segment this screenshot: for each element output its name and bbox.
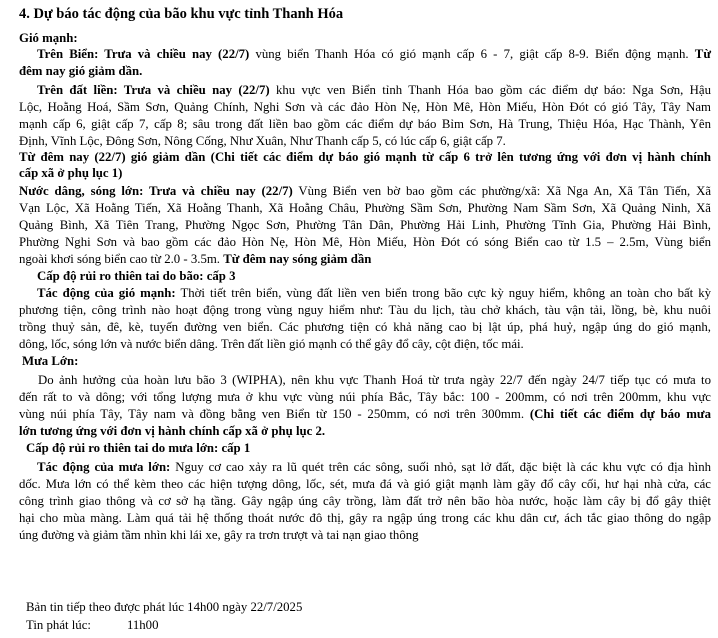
surge-line-4: Phường Nghi Sơn và bao gồm các đảo Hòn Nẹ, Hòn Mê, Hòn Miếu, Hòn Đót có sóng Biển cao từ 1.5 – 2.5m, Vùng biển xyxy=(19,235,711,249)
wind-land-line-4: Định, Vĩnh Lộc, Đông Sơn, Nông Cống, Như Xuân, Như Thanh cấp 5, có lúc cấp 6, giật cấp 7. xyxy=(19,134,506,148)
surge-line-5: ngoài khơi sóng biển cao từ 2.0 - 3.5m. Từ đêm nay sóng giảm dần xyxy=(19,252,372,266)
wind-impact-line-4: dông, lốc, sóng lớn và nước biển dâng. Trên đất liền gió mạnh có thể gây đổ cây, cột điện, tốc mái. xyxy=(19,337,524,351)
wind-sea-line-2: đêm nay gió giảm dần. xyxy=(19,64,143,78)
next-bulletin-note: Bản tin tiếp theo được phát lúc 14h00 ngày 22/7/2025 xyxy=(26,600,303,614)
wind-tonight-line-2: cấp xã ở phụ lục 1) xyxy=(19,166,123,180)
rain-impact-line-3: công trình giao thông và cơ sở hạ tầng. Gây ngập úng cây trồng, làm đất trở nên bão hòa nước, hoặc làm cây bị đổ gây thiệt xyxy=(19,494,711,508)
wind-impact-line-3: trồng thuỷ sản, đê, kè, tuyến đường ven biển. Các phương tiện có khả năng cao bị lật úp, phá huỷ, ngập úng do gió mạnh, xyxy=(19,320,711,334)
wind-land-line-1: Trên đất liền: Trưa và chiều nay (22/7) khu vực ven Biển tỉnh Thanh Hóa bao gồm các điểm dự báo: Nga Sơn, Hậu xyxy=(37,83,711,97)
rain-title: Mưa Lớn: xyxy=(22,354,79,368)
rain-impact-line-1: Tác động của mưa lớn: Nguy cơ cao xảy ra lũ quét trên các sông, suối nhỏ, sạt lở đất, đặc biệt là các khu vực có địa hình xyxy=(37,460,711,474)
rain-impact-line-5: úng đường và giảm tầm nhìn khi lái xe, gây ra trơn trượt và tai nạn giao thông xyxy=(19,528,419,542)
wind-impact-line-1: Tác động của gió mạnh: Thời tiết trên biển, vùng đất liền ven biển trong bão cực kỳ nguy hiểm, không an toàn cho bất kỳ xyxy=(37,286,711,300)
rain-line-1: Do ảnh hưởng của hoàn lưu bão 3 (WIPHA), nên khu vực Thanh Hoá từ trưa ngày 22/7 đến ngày 24/7 tiếp tục có mưa to xyxy=(38,373,711,387)
wind-land-line-3: mạnh cấp 6, giật cấp 7, cấp 8; sâu trong đất liền bao gồm các điểm dự báo Bỉm Sơn, Hà Trung, Thiệu Hóa, Hạc Thành, Yên xyxy=(19,117,711,131)
rain-line-4: lớn tương ứng với đơn vị hành chính cấp xã ở phụ lục 2. xyxy=(19,424,326,438)
issued-label: Tin phát lúc: xyxy=(26,618,91,632)
surge-line-2: Vạn Lộc, Xã Hoằng Tiến, Xã Hoằng Thanh, Xã Hoằng Châu, Phường Sầm Sơn, Phường Nam Sầm Sơn, Xã Quảng Ninh, Xã xyxy=(19,201,711,215)
section-heading: 4. Dự báo tác động của bão khu vực tỉnh Thanh Hóa xyxy=(19,6,344,22)
issued-time: 11h00 xyxy=(126,618,159,632)
rain-impact-line-2: dốc. Mưa lớn có thể kèm theo các hiện tượng dông, lốc, sét, mưa đá và gió giật mạnh làm gãy đổ cây cối, hư hại nhà cửa, các xyxy=(19,477,711,491)
rain-line-2: đến rất to và dông; với tổng lượng mưa ở khu vực vùng núi phía Bắc, Tây bắc: 100 - 200mm, có nơi trên 200mm, khu vực xyxy=(19,390,711,404)
rain-risk-level: Cấp độ rủi ro thiên tai do mưa lớn: cấp 1 xyxy=(26,441,251,455)
storm-risk-level: Cấp độ rủi ro thiên tai do bão: cấp 3 xyxy=(37,269,236,283)
wind-title: Gió mạnh: xyxy=(19,31,78,45)
wind-sea-line-1: Trên Biển: Trưa và chiều nay (22/7) vùng biển Thanh Hóa có gió mạnh cấp 6 - 7, giật cấp 8-9. Biển động mạnh. Từ xyxy=(37,47,711,61)
issued-time-row xyxy=(26,617,718,634)
rain-line-3: vùng núi phía Tây, Tây nam và đồng bằng ven Biển từ 150 - 250mm, có nơi trên 300mm. (Chi tiết các điểm dự báo mưa xyxy=(19,407,711,421)
wind-land-line-2: Lộc, Hoằng Hoá, Sầm Sơn, Quảng Chính, Nghi Sơn và các đảo Hòn Nẹ, Hòn Mê, Hòn Miếu, Hòn Đót có gió Tây, Tây Nam xyxy=(19,100,711,114)
rain-impact-line-4: hại cho mùa màng. Làm quá tải hệ thống thoát nước đô thị, gây ra ngập úng trong các khu dân cư, ách tắc giao thông do ngập xyxy=(19,511,711,525)
surge-line-3: Quảng Bình, Xã Tiên Trang, Phường Ngọc Sơn, Phường Tân Dân, Phường Hải Linh, Phường Tĩnh Gia, Phường Hải Bình, xyxy=(19,218,711,232)
wind-tonight-line-1: Từ đêm nay (22/7) gió giảm dần (Chi tiết các điểm dự báo gió mạnh từ cấp 6 trở lên tương ứng với đơn vị hành chính xyxy=(19,150,711,164)
wind-impact-line-2: phương tiện, công trình nào hoạt động trong vùng nguy hiểm như: Tàu du lịch, tàu chở khách, tàu vận tải, lồng, bè, khu nuôi xyxy=(19,303,711,317)
surge-line-1: Nước dâng, sóng lớn: Trưa và chiều nay (22/7) Vùng Biển ven bờ bao gồm các phường/xã: Xã Nga An, Xã Tân Tiến, Xã xyxy=(19,184,712,198)
